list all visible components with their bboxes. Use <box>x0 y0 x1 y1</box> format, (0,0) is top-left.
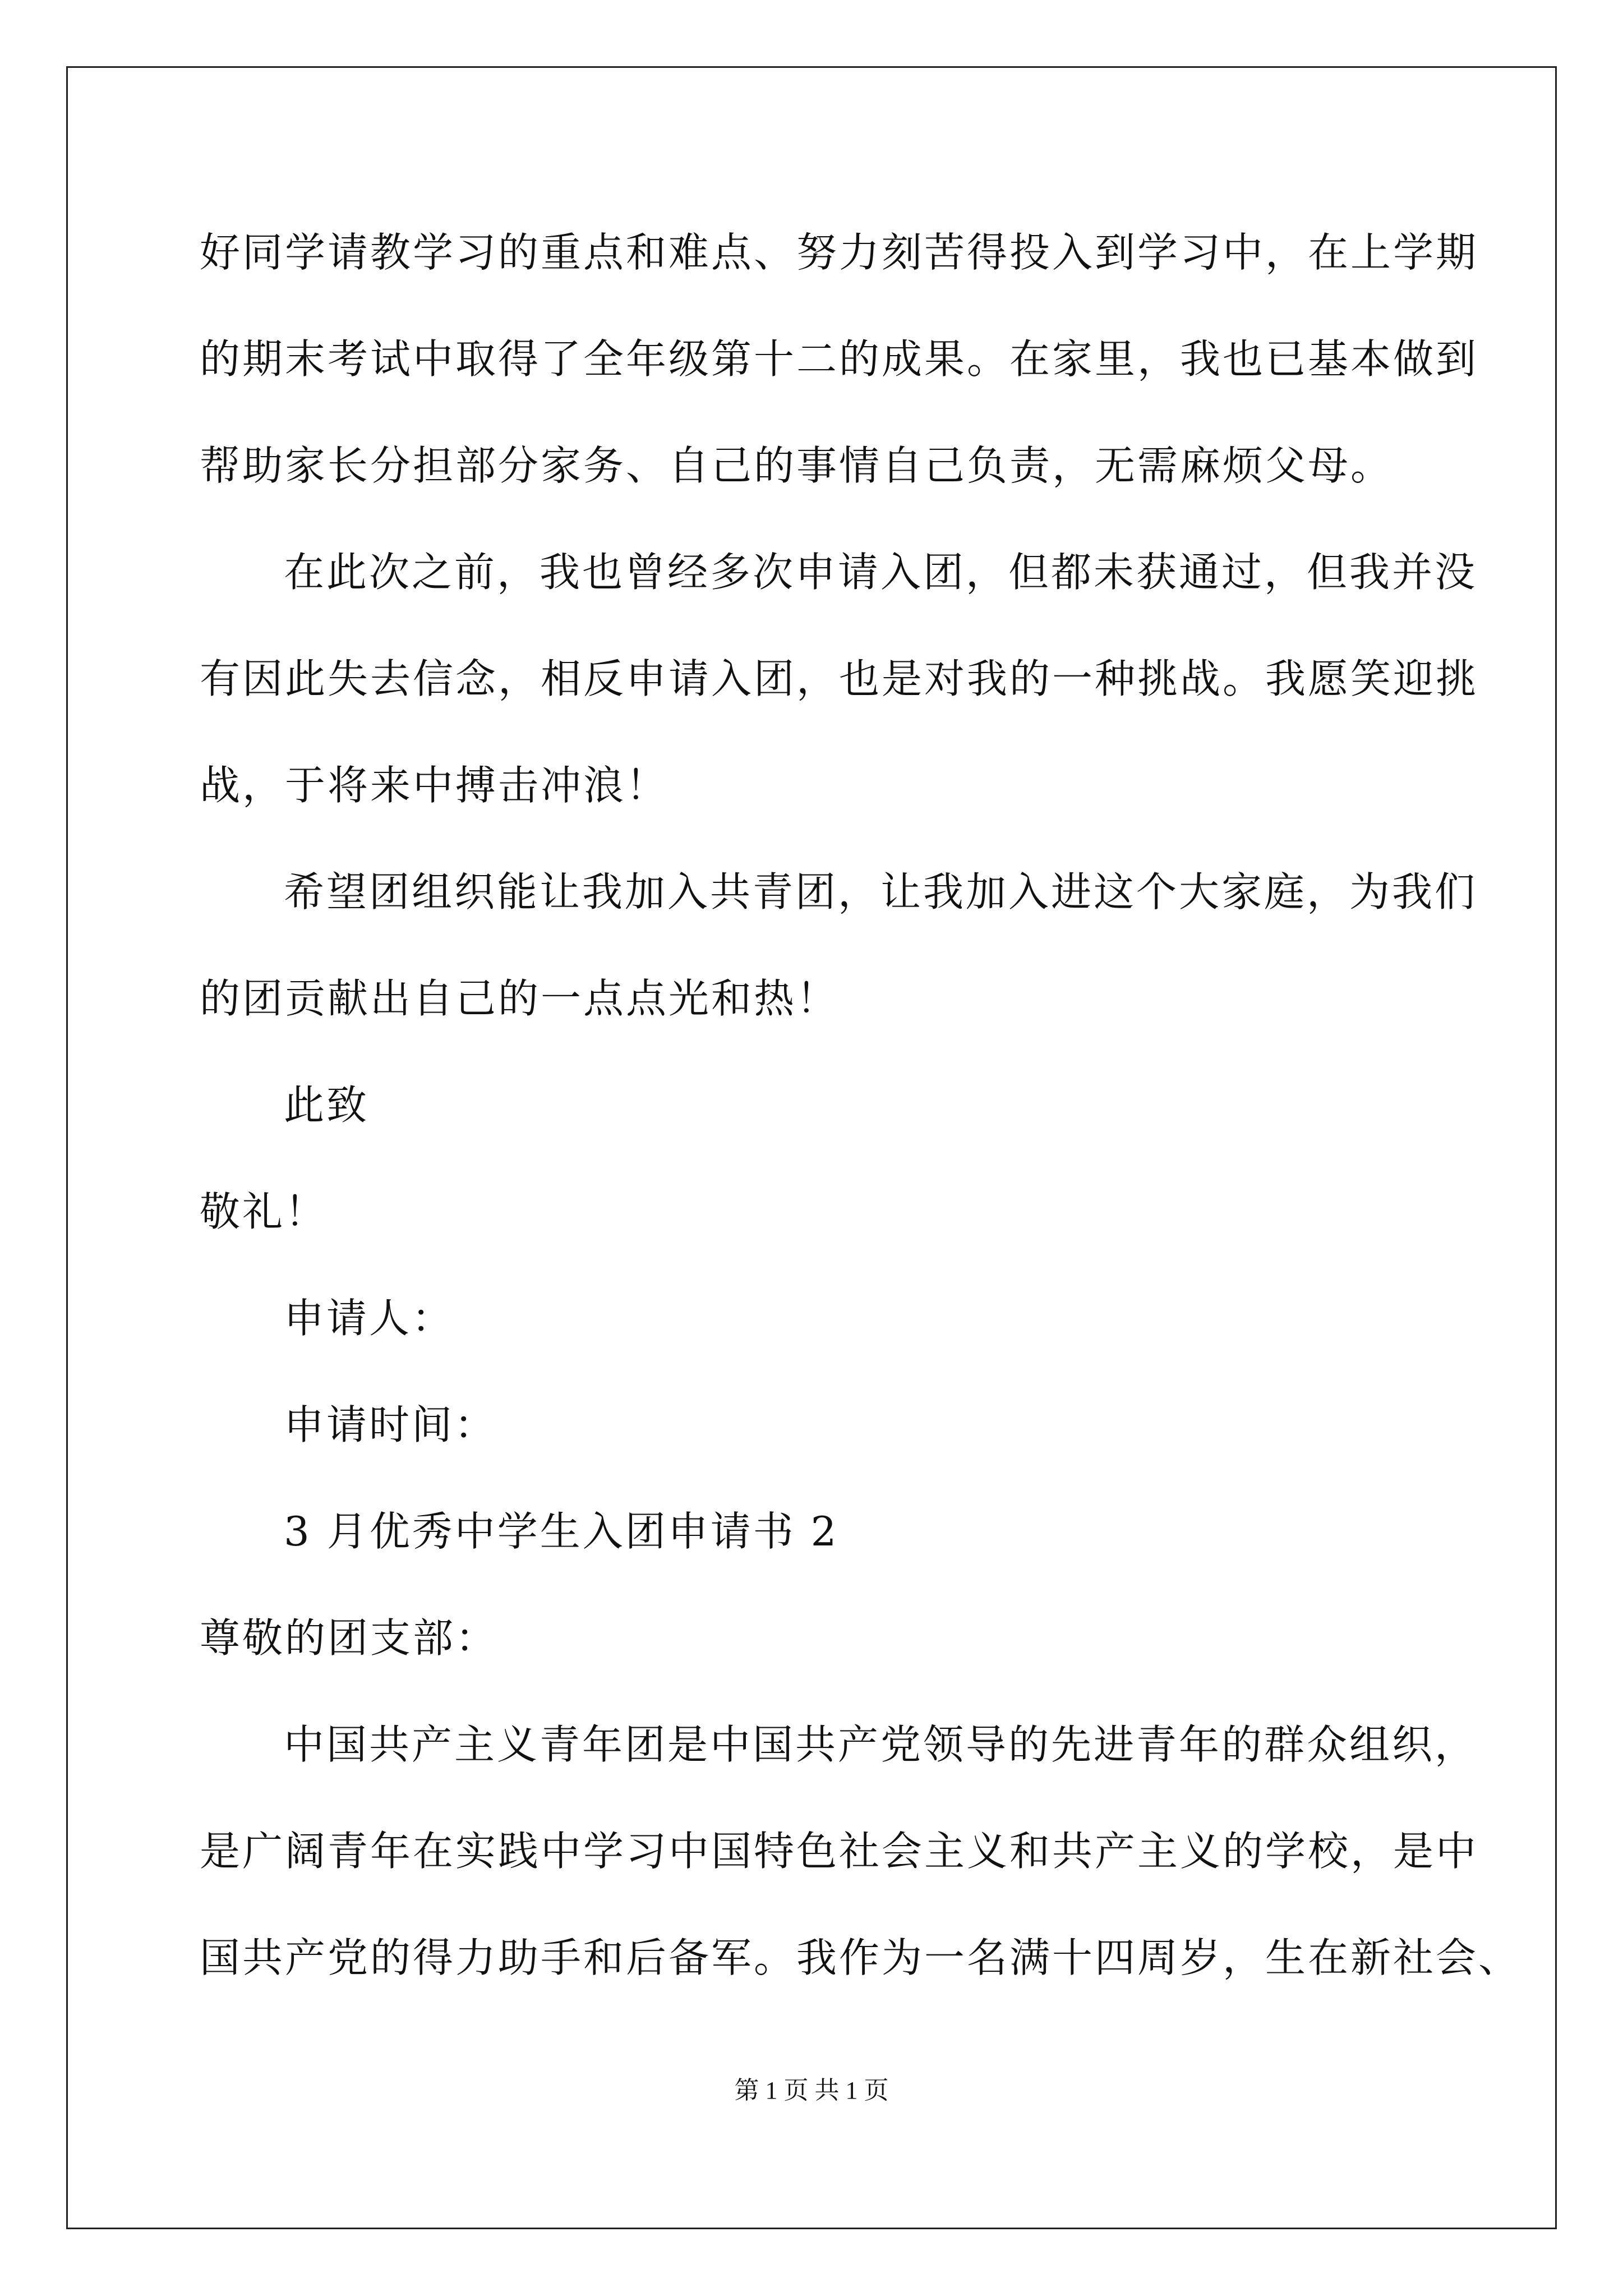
application-date-label: 申请时间： <box>284 1401 497 1448</box>
text-line: 的团贡献出自己的一点点光和热！ <box>200 975 840 1022</box>
text-line: 战，于将来中搏击冲浪！ <box>200 762 669 809</box>
page-border <box>66 66 1557 2229</box>
greeting: 尊敬的团支部： <box>200 1614 499 1662</box>
paragraph-start: 在此次之前，我也曾经多次申请入团，但都未获通过，但我并没 <box>284 549 1478 596</box>
text-line: 好同学请教学习的重点和难点、努力刻苦得投入到学习中，在上学期 <box>200 229 1479 276</box>
paragraph-start: 希望团组织能让我加入共青团，让我加入进这个大家庭，为我们 <box>284 868 1478 915</box>
paragraph-start: 中国共产主义青年团是中国共产党领导的先进青年的群众组织， <box>284 1721 1478 1768</box>
closing-respect: 敬礼！ <box>200 1188 328 1235</box>
text-line: 有因此失去信念，相反申请入团，也是对我的一种挑战。我愿笑迎挑 <box>200 655 1479 702</box>
applicant-label: 申请人： <box>284 1295 455 1342</box>
page-number-footer: 第 1 页 共 1 页 <box>734 2077 889 2104</box>
text-line: 帮助家长分担部分家务、自己的事情自己负责，无需麻烦父母。 <box>200 442 1394 489</box>
text-line: 国共产党的得力助手和后备军。我作为一名满十四周岁，生在新社会、 <box>200 1934 1521 1981</box>
closing-salutation: 此致 <box>284 1082 370 1129</box>
section-title: 3 月优秀中学生入团申请书 2 <box>284 1508 839 1555</box>
text-line: 是广阔青年在实践中学习中国特色社会主义和共产主义的学校，是中 <box>200 1828 1479 1875</box>
text-line: 的期末考试中取得了全年级第十二的成果。在家里，我也已基本做到 <box>200 335 1479 383</box>
